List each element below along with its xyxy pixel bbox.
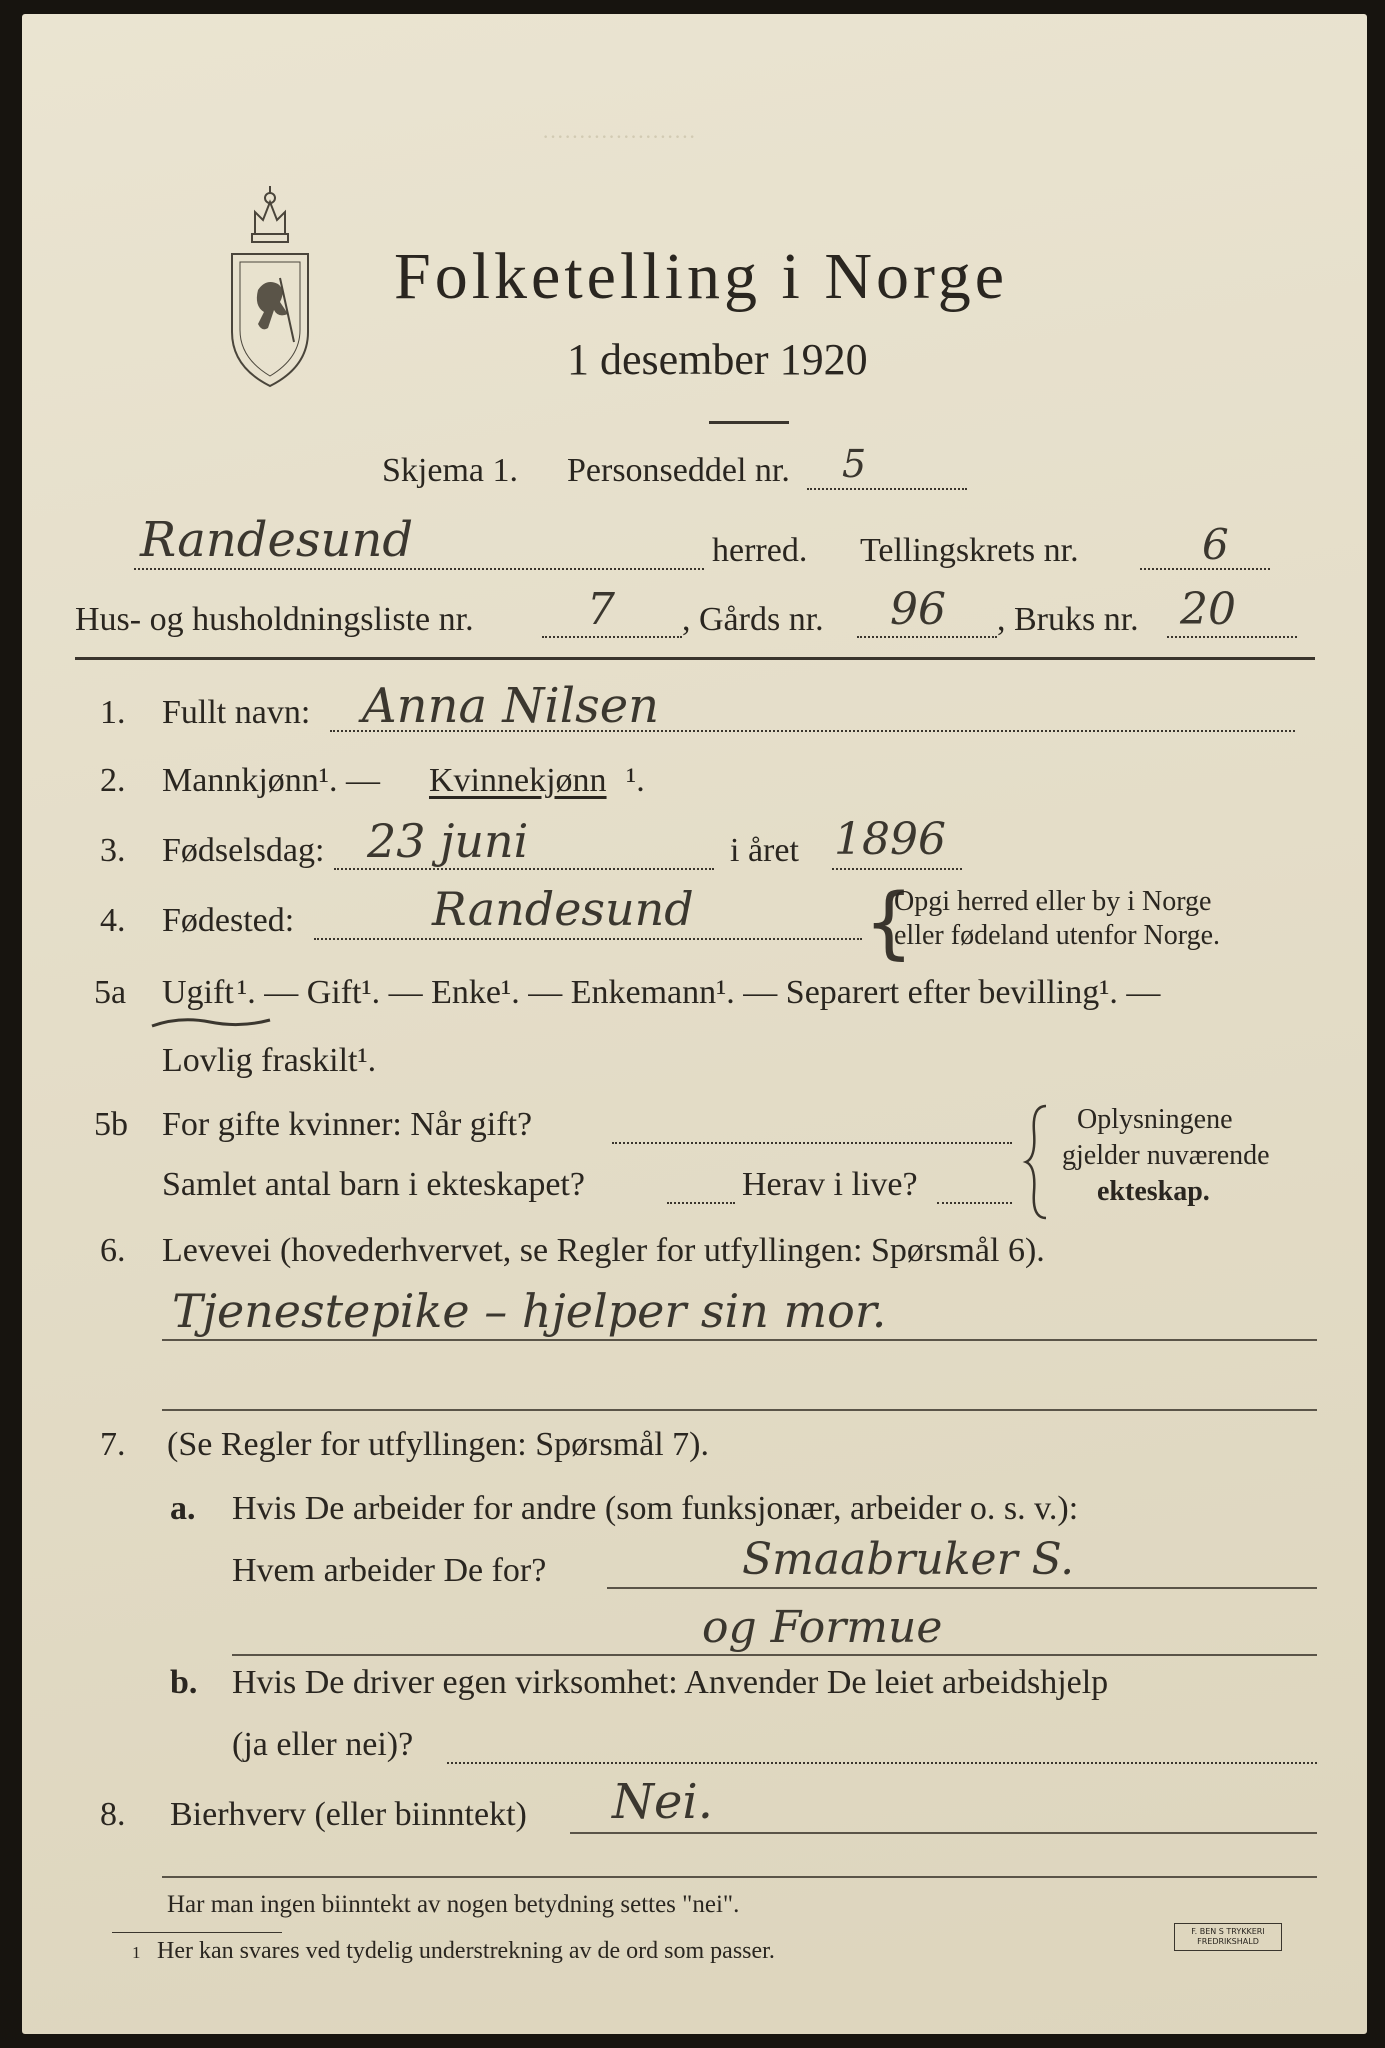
skjema-label: Skjema 1.: [382, 452, 518, 489]
hus-value: 7: [587, 584, 615, 635]
q8-answer: Nei.: [612, 1774, 714, 1830]
q2-label-suffix: ¹.: [626, 762, 645, 799]
q7-label: (Se Regler for utfyllingen: Spørsmål 7).: [167, 1426, 710, 1463]
q5a-number: 5a: [94, 974, 127, 1011]
hus-label: Hus- og husholdningsliste nr.: [75, 601, 474, 638]
q4-brace: {: [864, 878, 914, 968]
q3-label: Fødselsdag:: [162, 832, 325, 869]
norwegian-coat-of-arms-icon: [220, 182, 320, 392]
q7a-employer-cont: og Formue: [702, 1602, 943, 1653]
q5b-label-alive: Herav i live?: [742, 1166, 918, 1203]
q1-full-name: Anna Nilsen: [362, 678, 660, 734]
tellingskrets-value: 6: [1202, 520, 1229, 569]
hus-line: [542, 636, 682, 638]
q7a-line2: [232, 1654, 1317, 1656]
q5b-note-line1: Oplysningene: [1077, 1104, 1233, 1135]
personseddel-value: 5: [842, 442, 867, 486]
q7a-employer: Smaabruker S.: [742, 1534, 1075, 1585]
q1-number: 1.: [100, 694, 126, 731]
q6-number: 6.: [100, 1232, 126, 1269]
q5a-line2: Lovlig fraskilt¹.: [162, 1042, 377, 1079]
q3-year-line: [832, 868, 962, 870]
footer-note: Har man ingen biinntekt av nogen betydning settes "nei".: [167, 1891, 740, 1918]
q5b-label-married: For gifte kvinner: Når gift?: [162, 1106, 533, 1143]
q2-label-female: Kvinnekjønn: [429, 762, 607, 799]
gards-line: [857, 636, 997, 638]
personseddel-line: [807, 488, 967, 490]
q8-label: Bierhverv (eller biinntekt): [170, 1796, 527, 1833]
q5b-brace: [1022, 1102, 1052, 1222]
bruks-label: , Bruks nr.: [997, 601, 1139, 638]
q5a-ugift-underline: [150, 1014, 272, 1032]
tellingskrets-label: Tellingskrets nr.: [860, 532, 1079, 569]
q4-label: Fødested:: [162, 902, 295, 939]
q8-line2: [162, 1876, 1317, 1878]
q3-number: 3.: [100, 832, 126, 869]
q1-label: Fullt navn:: [162, 694, 311, 731]
herred-line: [134, 568, 704, 570]
q3-birthday: 23 juni: [367, 814, 529, 868]
q5b-note-line2: gjelder nuværende: [1062, 1140, 1270, 1171]
q5a-ugift: Ugift: [162, 974, 234, 1011]
q7a-label: Hvis De arbeider for andre (som funksjonær, arbeider o. s. v.):: [232, 1490, 1079, 1527]
q3-birth-year: 1896: [834, 814, 946, 865]
q6-line1: [162, 1339, 1317, 1341]
q7b-label: Hvis De driver egen virksomhet: Anvender De leiet arbeidshjelp: [232, 1664, 1109, 1701]
q5b-married-line: [612, 1142, 1012, 1144]
printer-stamp: F. BEN S TRYKKERI FREDRIKSHALD: [1174, 1923, 1282, 1951]
q8-number: 8.: [100, 1796, 126, 1833]
footnote-rule: [112, 1932, 282, 1933]
q2-label-male: Mannkjønn¹. —: [162, 762, 380, 799]
q7a-letter: a.: [170, 1490, 196, 1527]
personseddel-label: Personseddel nr.: [567, 452, 790, 489]
q6-label: Levevei (hovederhvervet, se Regler for utfyllingen: Spørsmål 6).: [162, 1232, 1045, 1269]
q8-line1: [570, 1832, 1317, 1834]
q3-year-label: i året: [730, 832, 799, 869]
q4-note-line1: Opgi herred eller by i Norge: [894, 886, 1212, 917]
q4-note-line2: eller fødeland utenfor Norge.: [894, 920, 1221, 951]
q5b-children-line: [667, 1202, 735, 1204]
q5a-other-options: ¹. — Gift¹. — Enke¹. — Enkemann¹. — Separert efter bevilling¹. —: [237, 974, 1161, 1011]
q7a-line1: [607, 1587, 1317, 1589]
census-form-sheet: [22, 14, 1367, 2034]
census-date: 1 desember 1920: [567, 335, 868, 384]
q5b-alive-line: [937, 1202, 1012, 1204]
gards-value: 96: [890, 584, 946, 635]
header-separator: [75, 657, 1315, 660]
q2-number: 2.: [100, 762, 126, 799]
q4-birthplace: Randesund: [432, 882, 694, 936]
q6-line2: [162, 1409, 1317, 1411]
q4-line: [314, 938, 862, 940]
q5b-note-line3: ekteskap.: [1097, 1176, 1210, 1207]
bruks-line: [1167, 636, 1297, 638]
q5b-label-children: Samlet antal barn i ekteskapet?: [162, 1166, 585, 1203]
herred-label: herred.: [712, 532, 808, 569]
form-title: Folketelling i Norge: [394, 240, 1009, 313]
footnote-number: 1: [132, 1943, 141, 1962]
q7b-letter: b.: [170, 1664, 198, 1701]
q6-occupation: Tjenestepike – hjelper sin mor.: [172, 1284, 887, 1338]
herred-value: Randesund: [140, 512, 414, 568]
q5b-number: 5b: [94, 1106, 128, 1143]
title-divider: [709, 421, 789, 424]
q3-date-line: [334, 868, 714, 870]
q7a-question: Hvem arbeider De for?: [232, 1552, 547, 1589]
q7-number: 7.: [100, 1426, 126, 1463]
q7b-line2: (ja eller nei)?: [232, 1726, 414, 1763]
footnote-text: Her kan svares ved tydelig understrekning av de ord som passer.: [157, 1938, 775, 1964]
bruks-value: 20: [1180, 584, 1236, 635]
q4-number: 4.: [100, 902, 126, 939]
bleed-through-text: ·····················: [542, 124, 696, 149]
q7b-answer-line: [447, 1762, 1317, 1764]
gards-label: , Gårds nr.: [682, 601, 824, 638]
